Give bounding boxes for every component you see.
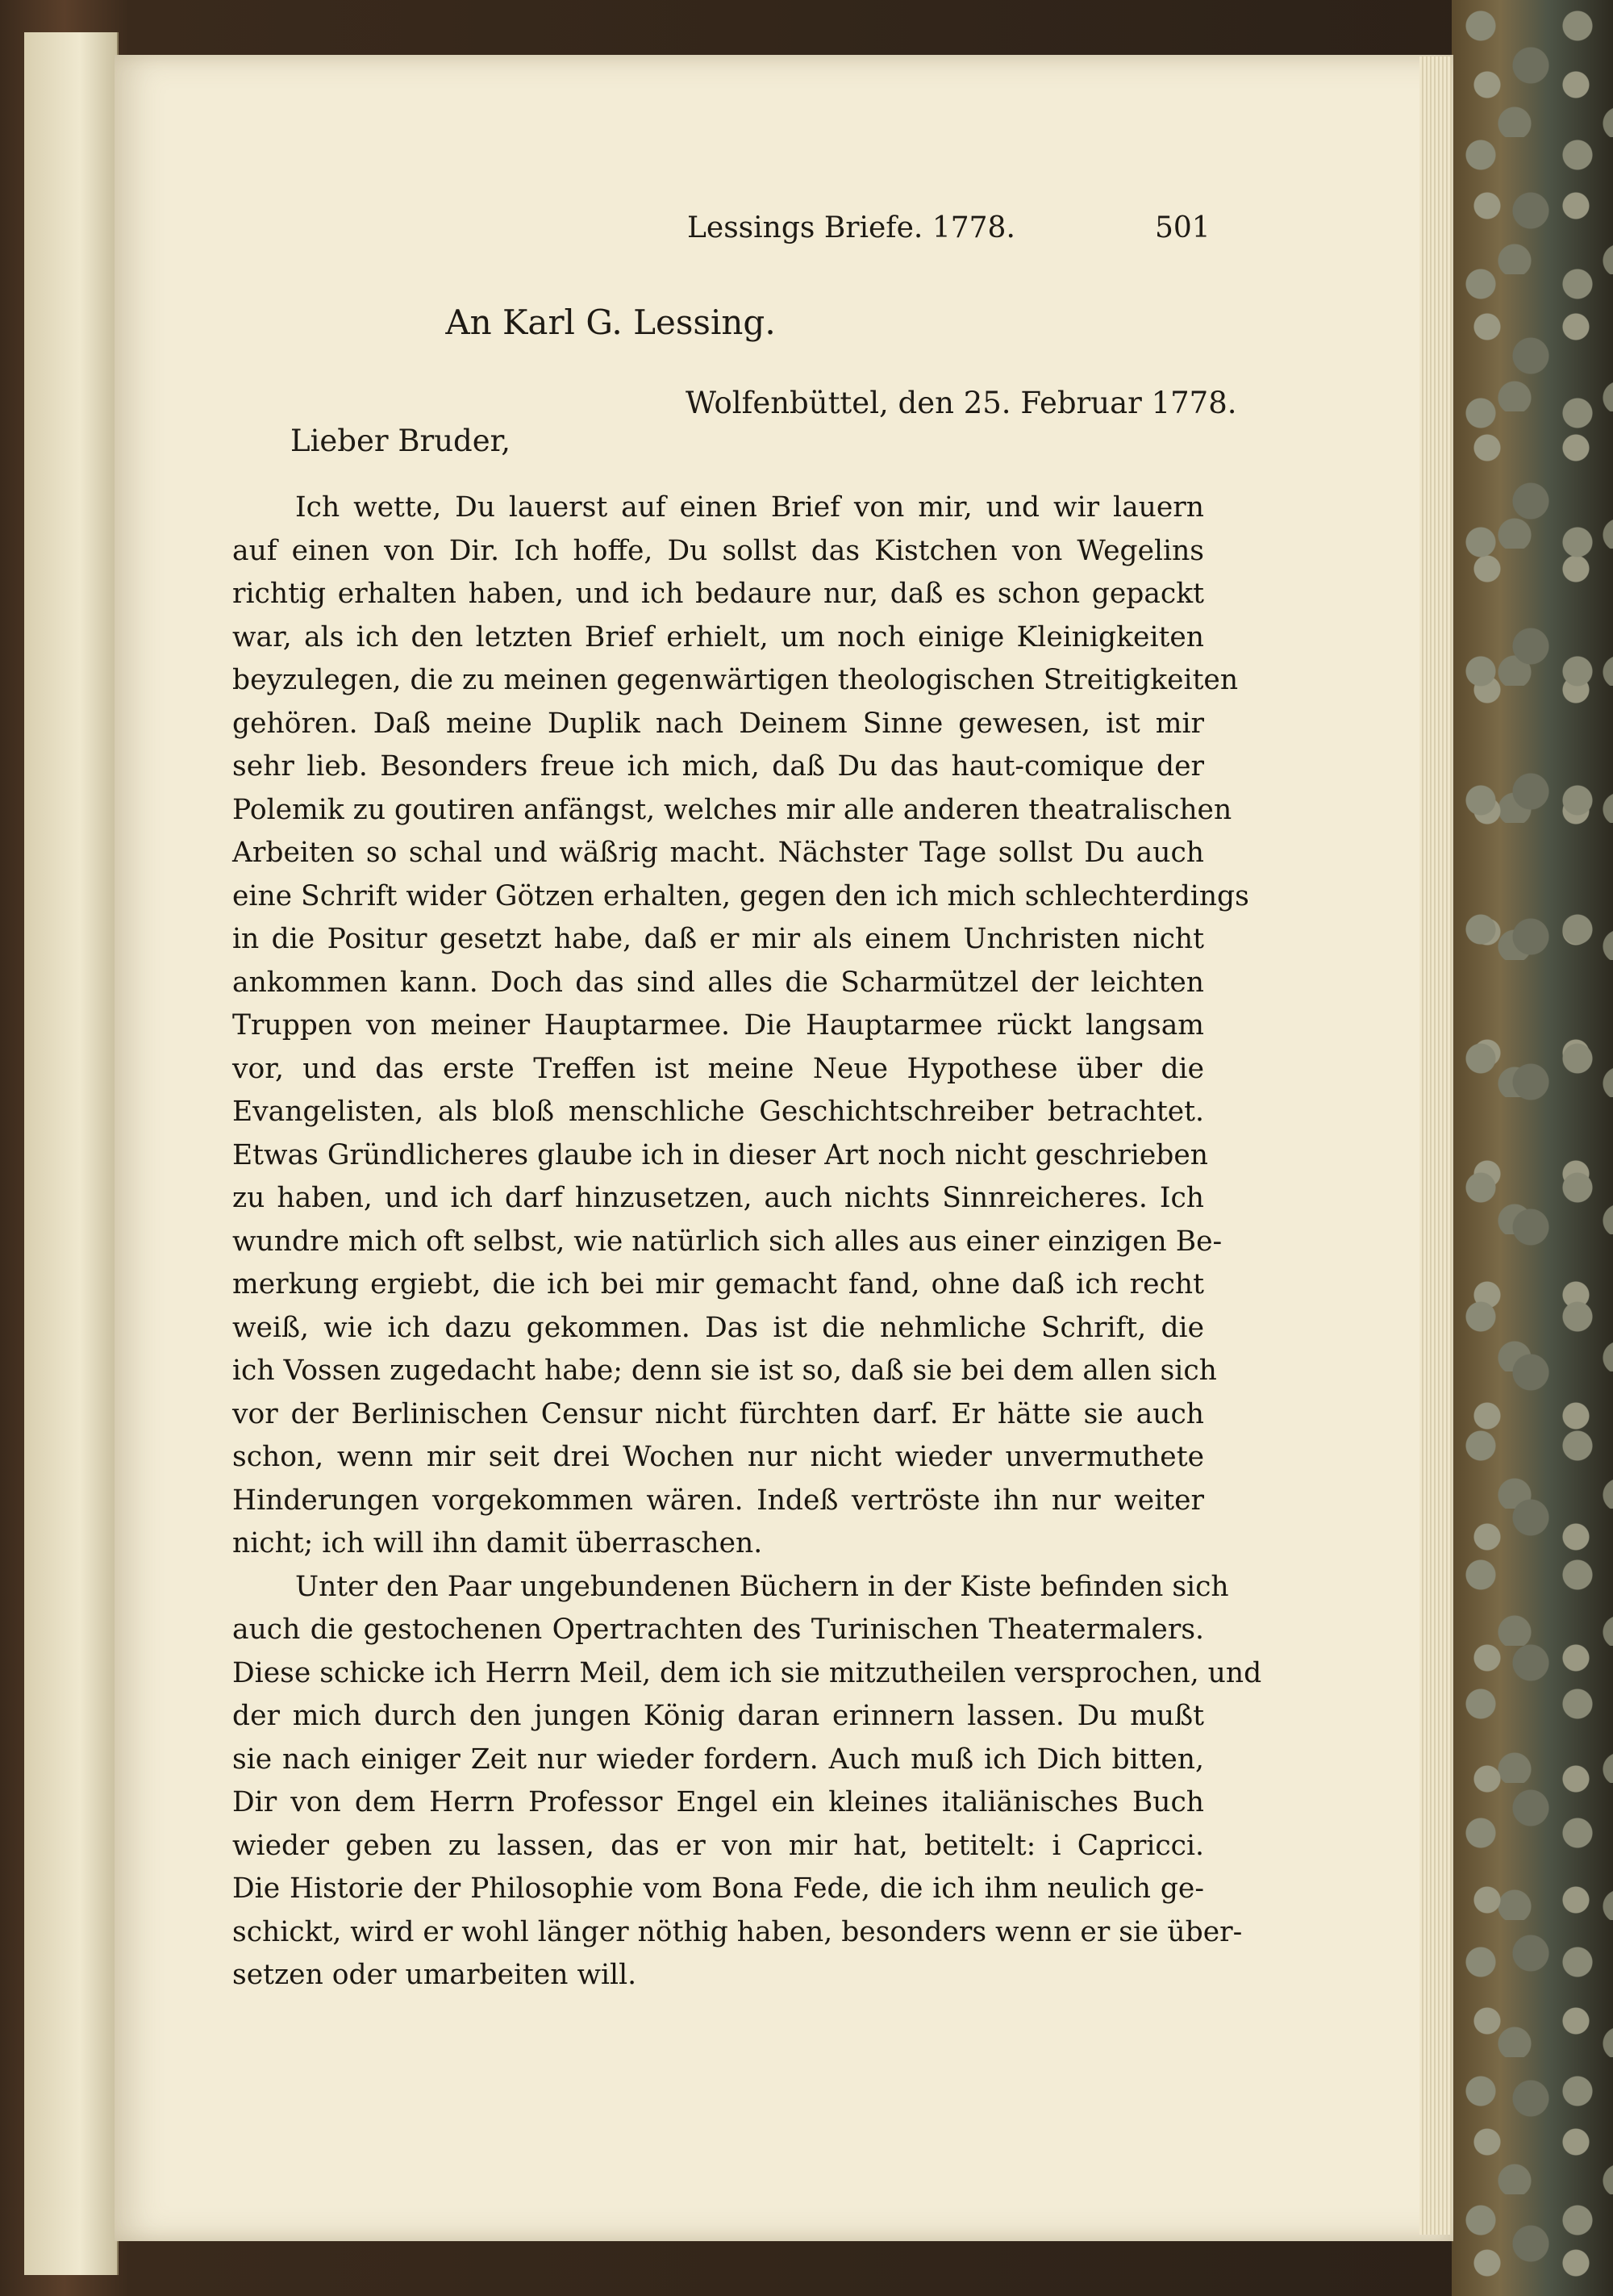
text-line: Etwas Gründlicheres glaube ich in dieser Art noch nicht geschrieben [232, 1138, 1209, 1171]
text-line: Polemik zu goutiren anfängst, welches mir alle anderen theatralischen [232, 793, 1232, 826]
running-title: Lessings Briefe. 1778. [687, 211, 1015, 244]
running-head [115, 211, 1453, 244]
text-line: Unter den Paar ungebundenen Büchern in der Kiste befinden sich [295, 1570, 1229, 1603]
text-line: der mich durch den jungen König daran erinnern lassen. Du mußt [232, 1700, 1204, 1732]
text-line: Hinderungen vorgekommen wären. Indeß vertröste ihn nur weiter [232, 1484, 1204, 1517]
text-line: Evangelisten, als bloß menschliche Geschichtschreiber betrachtet. [232, 1096, 1204, 1128]
text-line: eine Schrift wider Götzen erhalten, gegen den ich mich schlechterdings [232, 879, 1249, 912]
text-line: vor, und das erste Treffen ist meine Neue Hypothese über die [232, 1052, 1204, 1085]
text-line: schon, wenn mir seit drei Wochen nur nicht wieder unvermuthete [232, 1441, 1204, 1473]
text-line: setzen oder umarbeiten will. [232, 1959, 637, 1991]
text-line: weiß, wie ich dazu gekommen. Das ist die nehmliche Schrift, die [232, 1311, 1204, 1344]
text-line: wundre mich oft selbst, wie natürlich sich alles aus einer einzigen Be- [232, 1225, 1223, 1258]
text-line: in die Positur gesetzt habe, daß er mir als einem Unchristen nicht [232, 923, 1204, 955]
text-line: Arbeiten so schal und wäßrig macht. Nächster Tage sollst Du auch [232, 837, 1204, 869]
marbled-cover [1452, 0, 1613, 2296]
text-line: Die Historie der Philosophie vom Bona Fede, die ich ihm neulich ge- [232, 1872, 1204, 1905]
text-line: gehören. Daß meine Duplik nach Deinem Sinne gewesen, ist mir [232, 707, 1204, 740]
text-line: beyzulegen, die zu meinen gegenwärtigen theologischen Streitigkeiten [232, 664, 1239, 696]
letter-body [232, 486, 1262, 1998]
text-line: sie nach einiger Zeit nur wieder fordern. Auch muß ich Dich bitten, [232, 1743, 1204, 1776]
page-number: 501 [1155, 211, 1211, 244]
text-line: Ich wette, Du lauerst auf einen Brief von mir, und wir lauern [295, 491, 1204, 524]
text-line: auf einen von Dir. Ich hoffe, Du sollst das Kistchen von Wegelins [232, 534, 1204, 567]
page-fore-edge [1419, 56, 1452, 2235]
dateline: Wolfenbüttel, den 25. Februar 1778. [686, 386, 1237, 420]
letter-heading: An Karl G. Lessing. [445, 303, 776, 342]
text-line: wieder geben zu lassen, das er von mir hat, betitelt: i Capricci. [232, 1829, 1204, 1862]
salutation: Lieber Bruder, [290, 424, 511, 458]
text-line: schickt, wird er wohl länger nöthig haben, besonders wenn er sie über- [232, 1915, 1243, 1948]
text-line: Diese schicke ich Herrn Meil, dem ich sie mitzutheilen versprochen, und [232, 1656, 1262, 1689]
text-line: sehr lieb. Besonders freue ich mich, daß Du das haut-comique der [232, 750, 1204, 783]
text-line: Dir von dem Herrn Professor Engel ein kleines italiänisches Buch [232, 1786, 1204, 1818]
text-line: zu haben, und ich darf hinzusetzen, auch nichts Sinnreicheres. Ich [232, 1182, 1204, 1214]
facing-page-edge [24, 32, 119, 2275]
text-line: Truppen von meiner Hauptarmee. Die Hauptarmee rückt langsam [232, 1009, 1204, 1042]
text-line: vor der Berlinischen Censur nicht fürchten darf. Er hätte sie auch [232, 1397, 1204, 1430]
text-line: ankommen kann. Doch das sind alles die Scharmützel der leichten [232, 966, 1204, 999]
text-line: merkung ergiebt, die ich bei mir gemacht fand, ohne daß ich recht [232, 1268, 1204, 1300]
text-line: war, als ich den letzten Brief erhielt, um noch einige Kleinigkeiten [232, 620, 1204, 653]
text-line: nicht; ich will ihn damit überraschen. [232, 1527, 763, 1559]
text-line: auch die gestochenen Opertrachten des Turinischen Theatermalers. [232, 1613, 1204, 1646]
text-line: richtig erhalten haben, und ich bedaure nur, daß es schon gepackt [232, 578, 1204, 610]
text-line: ich Vossen zugedacht habe; denn sie ist so, daß sie bei dem allen sich [232, 1355, 1217, 1387]
